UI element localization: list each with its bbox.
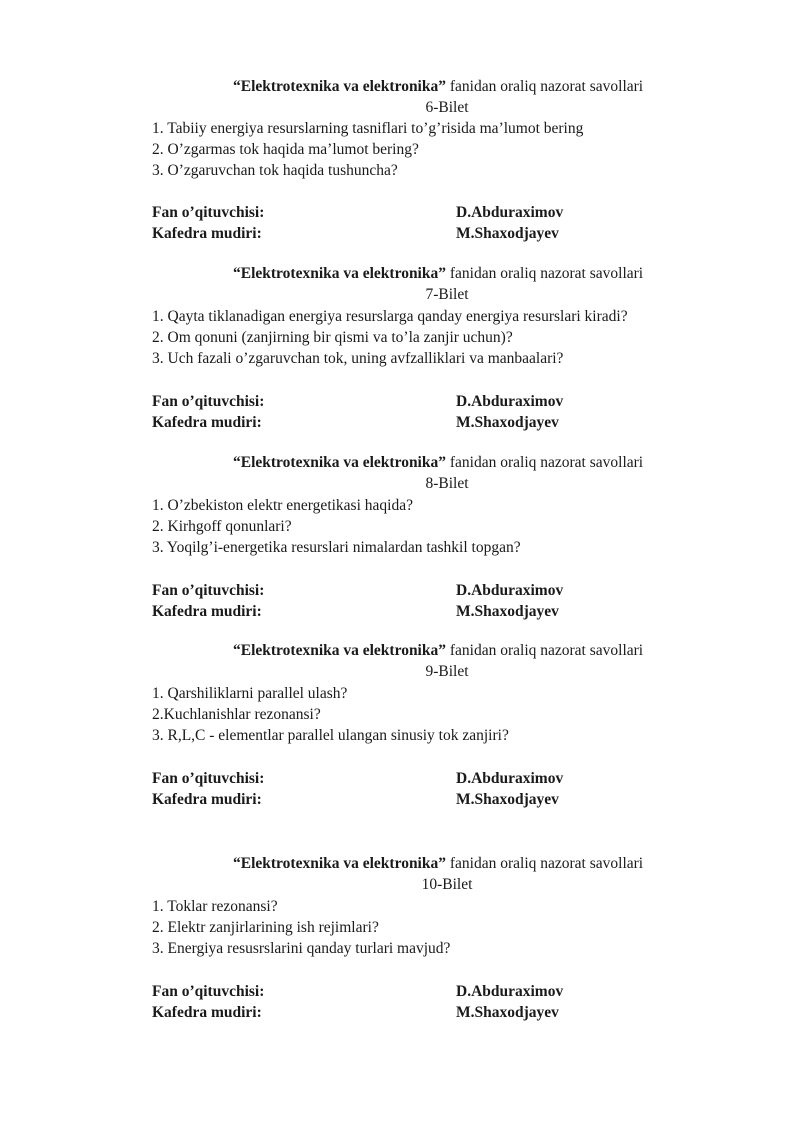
head-name: M.Shaxodjayev [456,414,559,431]
ticket-title [233,453,643,473]
subject-name: “Elektrotexnika va elektronika” [233,265,446,282]
bilet-number: 8-Bilet [425,475,469,492]
question-2: 2. Kirhgoff qonunlari? [152,518,292,535]
teacher-label: Fan o’qituvchisi: [152,582,265,599]
title-text: fanidan oraliq nazorat savollari [446,855,644,872]
question-3: 3. O’zgaruvchan tok haqida tushuncha? [152,162,398,179]
head-name: M.Shaxodjayev [456,1004,559,1021]
head-label: Kafedra mudiri: [152,225,262,242]
teacher-name: D.Abduraximov [456,393,564,410]
question-1: 1. Qayta tiklanadigan energiya resurslarga qanday energiya resurslari kiradi? [152,308,628,325]
question-3: 3. Energiya resusrslarini qanday turlari mavjud? [152,940,451,957]
head-name: M.Shaxodjayev [456,225,559,242]
question-3: 3. Yoqilg’i-energetika resurslari nimalardan tashkil topgan? [152,539,521,556]
question-1: 1. O’zbekiston elektr energetikasi haqida? [152,497,413,514]
subject-name: “Elektrotexnika va elektronika” [233,454,446,471]
title-text: fanidan oraliq nazorat savollari [446,454,644,471]
bilet-number: 6-Bilet [425,99,469,116]
subject-name: “Elektrotexnika va elektronika” [233,855,446,872]
head-name: M.Shaxodjayev [456,603,559,620]
question-2: 2. O’zgarmas tok haqida ma’lumot bering? [152,141,419,158]
teacher-label: Fan o’qituvchisi: [152,204,265,221]
bilet-number: 9-Bilet [425,663,469,680]
ticket-title [233,77,643,97]
title-text: fanidan oraliq nazorat savollari [446,265,644,282]
bilet-number: 7-Bilet [425,286,469,303]
question-2: 2. Elektr zanjirlarining ish rejimlari? [152,919,379,936]
teacher-name: D.Abduraximov [456,770,564,787]
question-1: 1. Qarshiliklarni parallel ulash? [152,685,348,702]
head-label: Kafedra mudiri: [152,414,262,431]
bilet-number: 10-Bilet [421,876,473,893]
ticket-title [233,641,643,661]
teacher-name: D.Abduraximov [456,582,564,599]
head-label: Kafedra mudiri: [152,1004,262,1021]
question-3: 3. Uch fazali o’zgaruvchan tok, uning avfzalliklari va manbaalari? [152,350,564,367]
title-text: fanidan oraliq nazorat savollari [446,78,644,95]
question-2: 2.Kuchlanishlar rezonansi? [152,706,321,723]
subject-name: “Elektrotexnika va elektronika” [233,78,446,95]
question-3: 3. R,L,C - elementlar parallel ulangan sinusiy tok zanjiri? [152,727,509,744]
head-label: Kafedra mudiri: [152,791,262,808]
head-name: M.Shaxodjayev [456,791,559,808]
question-1: 1. Toklar rezonansi? [152,898,278,915]
head-label: Kafedra mudiri: [152,603,262,620]
ticket-title [233,854,643,874]
question-2: 2. Om qonuni (zanjirning bir qismi va to’la zanjir uchun)? [152,329,513,346]
teacher-label: Fan o’qituvchisi: [152,983,265,1000]
teacher-label: Fan o’qituvchisi: [152,393,265,410]
subject-name: “Elektrotexnika va elektronika” [233,642,446,659]
teacher-label: Fan o’qituvchisi: [152,770,265,787]
ticket-title [233,264,643,284]
question-1: 1. Tabiiy energiya resurslarning tasniflari to’g’risida ma’lumot bering [152,120,584,137]
teacher-name: D.Abduraximov [456,983,564,1000]
teacher-name: D.Abduraximov [456,204,564,221]
title-text: fanidan oraliq nazorat savollari [446,642,644,659]
